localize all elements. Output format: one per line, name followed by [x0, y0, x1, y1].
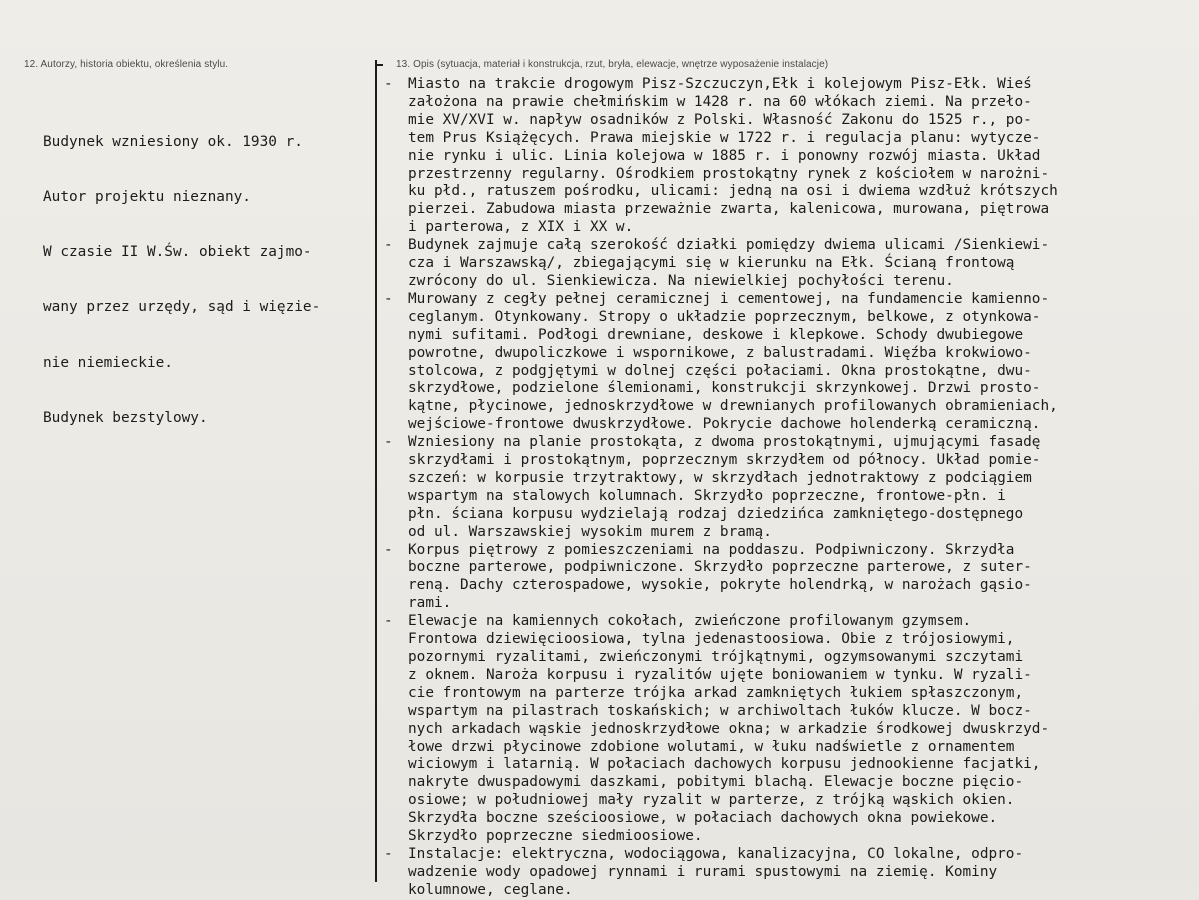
- description-line: Skrzydła boczne sześcioosiowe, w połaciach dachowych okna powiekowe.: [408, 810, 998, 827]
- description-line: boczne parterowe, podpiwniczone. Skrzydło poprzeczne parterowe, z suter-: [408, 559, 1032, 576]
- left-line: nie niemieckie.: [43, 354, 173, 371]
- description-line: tem Prus Książęcych. Prawa miejskie w 1722 r. i regulacja planu: wytycze-: [408, 129, 1041, 146]
- description-line: Wzniesiony na planie prostokąta, z dwoma prostokątnymi, ujmującymi fasadę: [408, 434, 1041, 451]
- description-line: kątne, płycinowe, jednoskrzydłowe w drewnianych profilowanych obramieniach,: [408, 398, 1058, 415]
- description-line: cza i Warszawską/, zbiegającymi się w kierunku na Ełk. Ścianą frontową: [408, 255, 1015, 272]
- bullet-dash: -: [384, 76, 393, 92]
- column-divider: [375, 60, 377, 882]
- bullet-dash: -: [384, 290, 393, 307]
- column-divider-tick: [376, 64, 383, 66]
- left-line: Autor projektu nieznany.: [43, 189, 251, 206]
- description-line: Skrzydło poprzeczne siedmioosiowe.: [408, 828, 703, 845]
- description-paragraph-installations: [384, 846, 1184, 900]
- description-line: Frontowa dziewięcioosiowa, tylna jedenastoosiowa. Obie z trójosiowymi,: [408, 631, 1015, 648]
- description-line: zwrócony do ul. Sienkiewicza. Na niewielkiej pochyłości terenu.: [408, 272, 954, 289]
- description-line: płn. ściana korpusu wydzielają rodzaj dziedzińca zamkniętego-dostępnego: [408, 505, 1024, 522]
- section-12-header: 12. Autorzy, historia obiektu, określenia stylu.: [24, 59, 229, 70]
- description-line: od ul. Warszawskiej wysokim murem z bramą.: [408, 523, 772, 540]
- description-line: Instalacje: elektryczna, wodociągowa, kanalizacyjna, CO lokalne, odpro-: [408, 845, 1024, 862]
- description-line: ceglanym. Otynkowany. Stropy o układzie poprzecznym, belkowe, z otynkowa-: [408, 308, 1041, 325]
- description-line: założona na prawie chełmińskim w 1428 r. na 60 włókach ziemi. Na przeło-: [408, 93, 1032, 110]
- description-paragraph-materials: [384, 291, 1184, 434]
- description-line: ku płd., ratuszem pośrodku, ulicami: jedną na osi i dwiema wzdłuż krótszych: [408, 183, 1058, 200]
- description-line: wadzenie wody opadowej rynnami i rurami spustowymi na ziemię. Kominy: [408, 863, 998, 880]
- description-line: nych arkadach wąskie jednoskrzydłowe okna; w arkadzie środkowej dwuskrzyd-: [408, 720, 1050, 737]
- description-line: nie rynku i ulic. Linia kolejowa w 1885 r. i ponowny rozwój miasta. Układ: [408, 147, 1041, 164]
- left-line: W czasie II W.Św. obiekt zajmo-: [43, 244, 312, 261]
- description-line: cie frontowym na parterze trójka arkad zamkniętych łukiem spłaszczonym,: [408, 684, 1024, 701]
- description-line: rami.: [408, 595, 452, 612]
- left-line: wany przez urzędy, sąd i więzie-: [43, 299, 321, 316]
- description-line: przestrzenny regularny. Ośrodkiem prostokątny rynek z kościołem w narożni-: [408, 165, 1050, 182]
- description-column: [384, 76, 1184, 900]
- description-line: reną. Dachy czterospadowe, wysokie, pokryte holendrką, w narożach gąsio-: [408, 577, 1032, 594]
- description-line: Budynek zajmuje całą szerokość działki pomiędzy dwiema ulicami /Sienkiewi-: [408, 237, 1050, 254]
- description-line: wspartym na stalowych kolumnach. Skrzydło poprzeczne, frontowe-płn. i: [408, 487, 1006, 504]
- description-paragraph-massing: [384, 542, 1184, 614]
- description-line: z oknem. Naroża korpusu i ryzalitów ujęte boniowaniem w tynku. W ryzali-: [408, 666, 1032, 683]
- description-line: stolcowa, z podgjętymi w dolnej części połaciami. Okna prostokątne, dwu-: [408, 362, 1032, 379]
- description-line: Elewacje na kamiennych cokołach, zwieńczone profilowanym gzymsem.: [408, 613, 972, 630]
- description-line: skrzydłami i prostokątnym, poprzecznym skrzydłem od północy. Układ pomie-: [408, 452, 1041, 469]
- description-line: wspartym na pilastrach toskańskich; w archiwoltach łuków klucze. W bocz-: [408, 702, 1032, 719]
- description-line: powrotne, dwupoliczkowe i wspornikowe, z balustradami. Więźba krokwiowo-: [408, 344, 1032, 361]
- description-line: pierzei. Zabudowa miasta przeważnie zwarta, kalenicowa, murowana, piętrowa: [408, 201, 1050, 218]
- description-line: szczeń: w korpusie trzytraktowy, w skrzydłach jednotraktowy z podciągiem: [408, 469, 1032, 486]
- authors-history-column: [43, 96, 320, 464]
- description-line: osiowe; w południowej mały ryzalit w parterze, z trójką wąskich okien.: [408, 792, 1015, 809]
- description-paragraph-elevations: [384, 613, 1184, 846]
- description-line: i parterowa, z XIX i XX w.: [408, 219, 634, 236]
- description-line: nymi sufitami. Podłogi drewniane, deskowe i klepkowe. Schody dwubiegowe: [408, 326, 1024, 343]
- description-line: Korpus piętrowy z pomieszczeniami na poddaszu. Podpiwniczony. Skrzydła: [408, 541, 1015, 558]
- description-line: pozornymi ryzalitami, zwieńczonymi trójkątnymi, ogzymsowanymi szczytami: [408, 649, 1024, 665]
- description-line: wejściowe-frontowe dwuskrzydłowe. Pokrycie dachowe holenderką ceramiczną.: [408, 416, 1041, 433]
- bullet-dash: -: [384, 845, 393, 862]
- description-line: Miasto na trakcie drogowym Pisz-Szczuczyn,Ełk i kolejowym Pisz-Ełk. Wieś: [408, 76, 1032, 92]
- description-paragraph-situation: [384, 237, 1184, 291]
- bullet-dash: -: [384, 434, 393, 451]
- bullet-dash: -: [384, 237, 393, 254]
- description-line: kolumnowe, ceglane.: [408, 881, 573, 898]
- bullet-dash: -: [384, 541, 393, 558]
- description-line: mie XV/XVI w. napływ osadników z Polski. Własność Zakonu do 1525 r., po-: [408, 111, 1032, 128]
- description-line: nakryte dwuspadowymi daszkami, pobitymi blachą. Elewacje boczne pięcio-: [408, 774, 1024, 791]
- description-line: skrzydłowe, podzielone ślemionami, konstrukcji skrzynkowej. Drzwi prosto-: [408, 380, 1041, 397]
- description-paragraph-location: [384, 76, 1184, 237]
- left-line: Budynek bezstylowy.: [43, 409, 208, 426]
- description-line: łowe drzwi płycinowe zdobione wolutami, w łuku nadświetle z ornamentem: [408, 738, 1015, 755]
- left-line: Budynek wzniesiony ok. 1930 r.: [43, 133, 303, 150]
- bullet-dash: -: [384, 613, 393, 630]
- description-line: wiciowym i latarnią. W połaciach dachowych korpusu jednookienne facjatki,: [408, 756, 1041, 773]
- section-13-header: 13. Opis (sytuacja, materiał i konstrukcja, rzut, bryła, elewacje, wnętrze wyposażenie instalacje): [396, 59, 829, 70]
- description-line: Murowany z cegły pełnej ceramicznej i cementowej, na fundamencie kamienno-: [408, 290, 1050, 307]
- description-paragraph-plan: [384, 434, 1184, 541]
